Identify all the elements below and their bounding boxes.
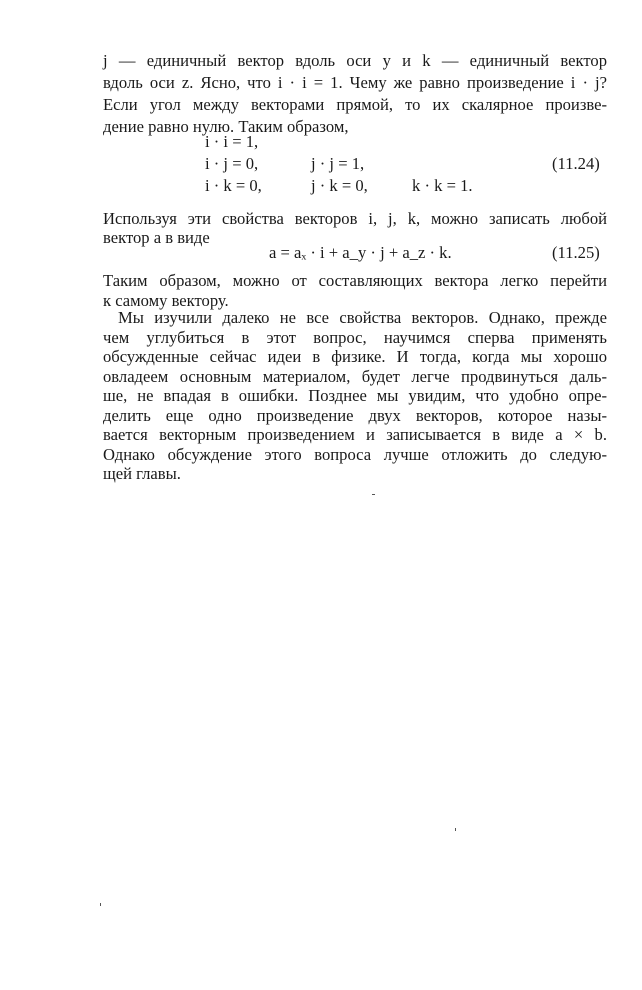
text-line: вдоль оси z. Ясно, что i · i = 1. Чему же равно произведение i · j? <box>103 73 607 92</box>
equation-k-k: k · k = 1. <box>412 176 473 195</box>
equation-j-j: j · j = 1, <box>311 154 365 173</box>
equation-i-i: i · i = 1, <box>205 132 259 151</box>
text-line: j — единичный вектор вдоль оси y и k — единичный вектор <box>103 51 607 70</box>
text-line: обсужденные сейчас идеи в физике. И тогда, когда мы хорошо <box>103 347 607 366</box>
equation-j-k: j · k = 0, <box>311 176 368 195</box>
equation-vector-a: a = aₓ · i + a_y · j + a_z · k. <box>269 243 452 262</box>
equation-number-11-25: (11.25) <box>552 243 600 262</box>
text-line: делить еще одно произведение двух векторов, которое назы- <box>103 406 607 425</box>
text-line: ше, не впадая в ошибки. Позднее мы увидим, что удобно опре- <box>103 386 607 405</box>
text-line: Если угол между векторами прямой, то их скалярное произве- <box>103 95 607 114</box>
text-line: вается векторным произведением и записывается в виде a × b. <box>103 425 607 444</box>
text-line: щей главы. <box>103 464 181 483</box>
text-line: дение равно нулю. Таким образом, <box>103 117 349 136</box>
equation-i-k: i · k = 0, <box>205 176 262 195</box>
text-line: Однако обсуждение этого вопроса лучше отложить до следую- <box>103 445 607 464</box>
text-line: вектор a в виде <box>103 228 210 247</box>
scan-speck <box>100 903 101 906</box>
text-line: чем углубиться в этот вопрос, научимся сперва применять <box>103 328 607 347</box>
text-line: к самому вектору. <box>103 291 229 310</box>
text-line: Используя эти свойства векторов i, j, k, можно записать любой <box>103 209 607 228</box>
equation-number-11-24: (11.24) <box>552 154 600 173</box>
text-line: Таким образом, можно от составляющих вектора легко перейти <box>103 271 607 290</box>
equation-i-j: i · j = 0, <box>205 154 259 173</box>
scan-speck <box>455 828 456 831</box>
text-line: Мы изучили далеко не все свойства векторов. Однако, прежде <box>118 308 607 327</box>
text-line: овладеем основным материалом, будет легче продвинуться даль- <box>103 367 607 386</box>
scan-speck <box>372 494 375 495</box>
